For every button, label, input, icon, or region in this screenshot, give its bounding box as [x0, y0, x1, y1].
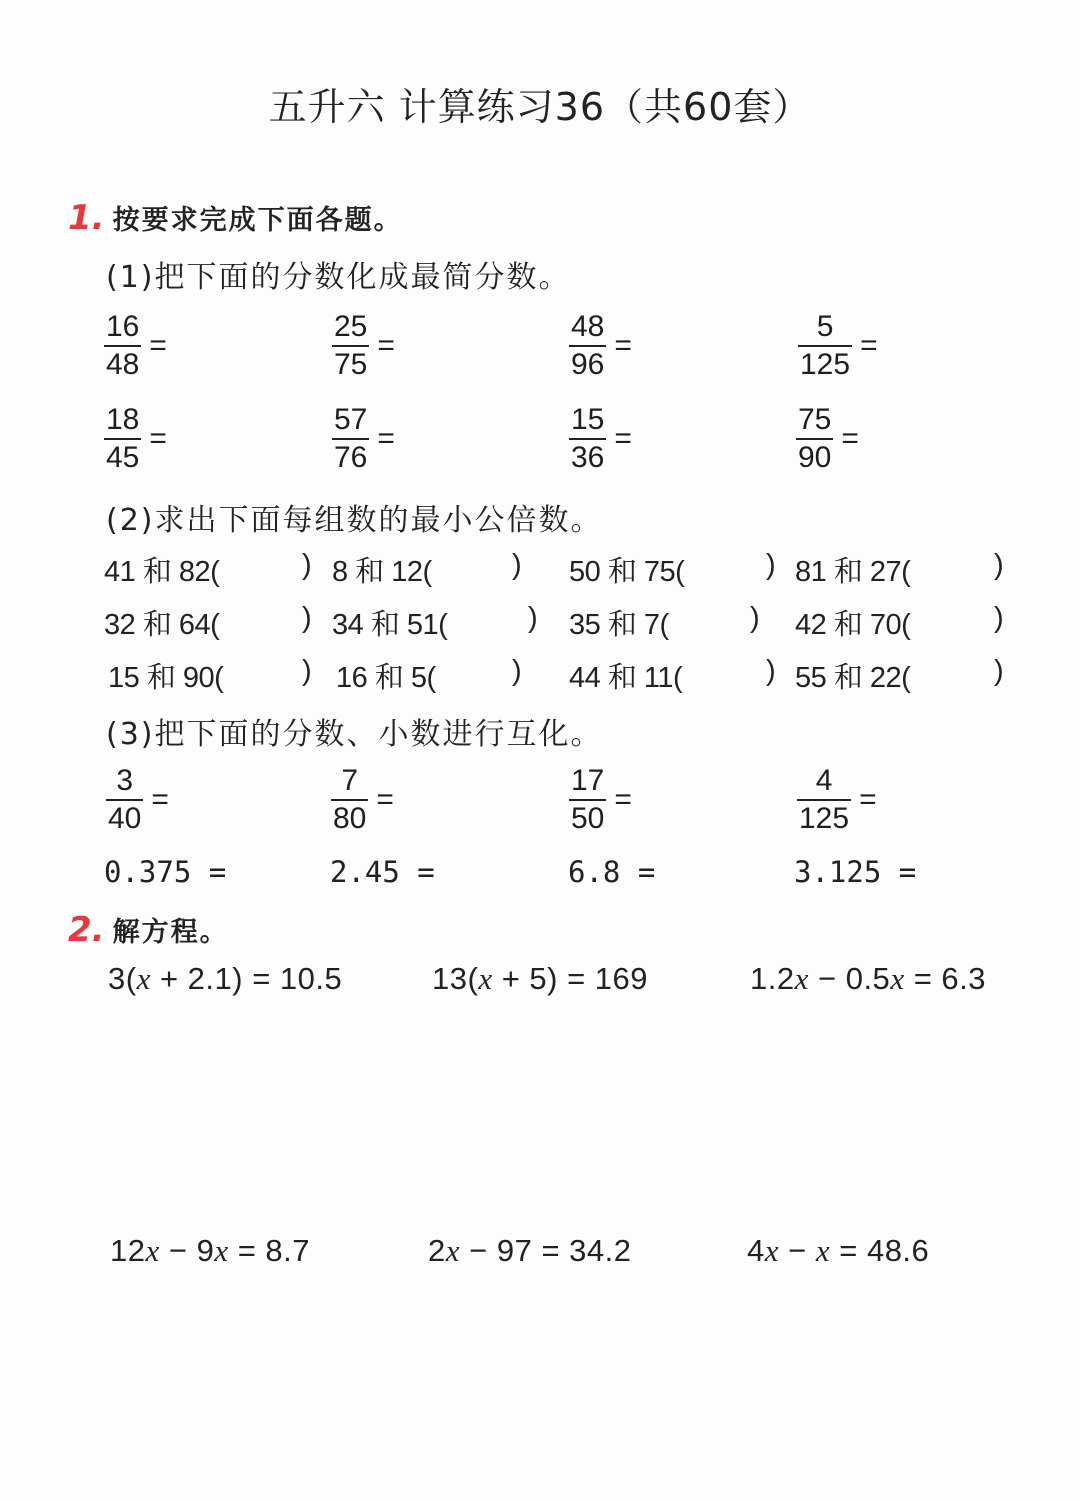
section-2-title: 解方程。 [112, 917, 229, 948]
fraction-bar [569, 345, 606, 347]
lcm-item: 81 和 27( [795, 556, 911, 588]
lcm-item: 55 和 22( [795, 662, 911, 694]
equation-part: − 0.5 [808, 961, 891, 996]
fraction [104, 404, 141, 474]
fraction-item [104, 399, 167, 479]
fraction-item [569, 306, 632, 386]
fraction-bar [332, 438, 369, 440]
fraction-item [104, 306, 167, 386]
equation-part: + 5) = 169 [492, 961, 649, 996]
fraction-bar [569, 799, 606, 801]
denominator: 96 [571, 348, 605, 381]
equals-sign: = [377, 422, 395, 455]
answer-close-paren: ) [302, 655, 312, 687]
numerator: 5 [816, 310, 834, 343]
fraction-item [796, 399, 859, 479]
equation-part: 12 [110, 1233, 146, 1268]
lcm-row-2 [0, 602, 1080, 642]
equation-part: = 8.7 [228, 1233, 311, 1268]
denominator: 80 [333, 802, 367, 835]
denominator: 48 [106, 348, 140, 381]
variable: x [478, 961, 493, 996]
numerator: 48 [571, 310, 605, 343]
lcm-item: 8 和 12( [332, 556, 432, 588]
lcm-item: 16 和 5( [336, 662, 436, 694]
fraction [569, 311, 606, 381]
equation-part: − 97 = 34.2 [460, 1233, 632, 1268]
variable: x [815, 1233, 831, 1268]
variable: x [890, 961, 905, 996]
section-1-header [68, 198, 403, 238]
decimal-item: 0.375 = [104, 855, 227, 889]
decimal-item: 6.8 = [568, 855, 656, 889]
numerator: 3 [116, 764, 134, 797]
equation-part: + 2.1) = 10.5 [150, 961, 343, 996]
fraction-item [569, 399, 632, 479]
numerator: 16 [106, 310, 140, 343]
fraction [797, 765, 851, 835]
fraction-bar [569, 438, 606, 440]
equation [747, 1233, 929, 1269]
fraction-item [332, 399, 395, 479]
numerator: 7 [341, 764, 359, 797]
equation-part: 13( [432, 961, 479, 996]
numerator: 17 [571, 764, 605, 797]
numerator: 4 [815, 764, 833, 797]
equals-sign: = [149, 422, 167, 455]
fraction [569, 404, 606, 474]
part-1-heading: (1)把下面的分数化成最简分数。 [106, 260, 571, 295]
decimal-item: 3.125 = [794, 855, 917, 889]
fraction [331, 765, 368, 835]
fraction-item [332, 306, 395, 386]
lcm-item: 50 和 75( [569, 556, 685, 588]
variable: x [794, 961, 809, 996]
denominator: 75 [334, 348, 368, 381]
fraction-item [331, 760, 394, 840]
fraction [569, 765, 606, 835]
decimal-item: 2.45 = [330, 855, 435, 889]
equation-part: 4 [747, 1233, 765, 1268]
equals-sign: = [149, 329, 167, 362]
page-title: 五升六 计算练习36（共60套） [268, 85, 812, 129]
fraction-item [798, 306, 878, 386]
section-2-number: 2. [68, 910, 105, 950]
fraction-bar [798, 345, 852, 347]
denominator: 76 [334, 441, 368, 474]
equation-row-2 [0, 1233, 1080, 1277]
equation-part: 1.2 [750, 961, 795, 996]
denominator: 125 [800, 348, 851, 381]
fraction-bar [106, 799, 143, 801]
equation-part: − [779, 1233, 816, 1268]
fraction [332, 311, 369, 381]
denominator: 45 [106, 441, 140, 474]
numerator: 25 [334, 310, 368, 343]
fraction-bar [104, 438, 141, 440]
equals-sign: = [151, 783, 169, 816]
equals-sign: = [859, 783, 877, 816]
lcm-item: 42 和 70( [795, 609, 911, 641]
answer-close-paren: ) [994, 655, 1004, 687]
fraction [104, 311, 141, 381]
equation-part: 3( [108, 961, 137, 996]
lcm-item: 15 和 90( [108, 662, 224, 694]
fraction-item [569, 760, 632, 840]
answer-close-paren: ) [994, 549, 1004, 581]
lcm-item: 41 和 82( [104, 556, 220, 588]
equation-part: − 9 [159, 1233, 215, 1268]
part-3-heading: (3)把下面的分数、小数进行互化。 [106, 717, 603, 752]
equation-part: 2 [428, 1233, 446, 1268]
equals-sign: = [860, 329, 878, 362]
fraction-row-2 [0, 399, 1080, 479]
answer-close-paren: ) [750, 602, 760, 634]
variable: x [764, 1233, 780, 1268]
denominator: 90 [798, 441, 832, 474]
equation [428, 1233, 632, 1269]
fraction [796, 404, 833, 474]
fraction-bar [332, 345, 369, 347]
equals-sign: = [377, 329, 395, 362]
part-2-heading: (2)求出下面每组数的最小公倍数。 [106, 503, 603, 538]
denominator: 50 [571, 802, 605, 835]
denominator: 125 [799, 802, 850, 835]
section-1-number: 1. [68, 198, 105, 238]
lcm-item: 32 和 64( [104, 609, 220, 641]
answer-close-paren: ) [512, 655, 522, 687]
fraction [798, 311, 852, 381]
numerator: 57 [334, 403, 368, 436]
equation-part: = 6.3 [904, 961, 987, 996]
answer-close-paren: ) [302, 549, 312, 581]
numerator: 15 [571, 403, 605, 436]
lcm-row-3 [0, 655, 1080, 695]
fraction [332, 404, 369, 474]
equals-sign: = [376, 783, 394, 816]
lcm-item: 44 和 11( [569, 662, 683, 694]
equals-sign: = [614, 422, 632, 455]
conversion-fraction-row [0, 760, 1080, 840]
equation-row-1 [0, 961, 1080, 1005]
numerator: 18 [106, 403, 140, 436]
variable: x [214, 1233, 229, 1268]
fraction-item [106, 760, 169, 840]
lcm-item: 35 和 7( [569, 609, 669, 641]
equation [750, 961, 986, 997]
answer-close-paren: ) [994, 602, 1004, 634]
fraction [106, 765, 143, 835]
fraction-row-1 [0, 306, 1080, 386]
answer-close-paren: ) [302, 602, 312, 634]
denominator: 36 [571, 441, 605, 474]
fraction-bar [104, 345, 141, 347]
conversion-decimal-row [0, 855, 1080, 895]
lcm-item: 34 和 51( [332, 609, 448, 641]
numerator: 75 [798, 403, 832, 436]
fraction-bar [797, 799, 851, 801]
equation [110, 1233, 310, 1269]
variable: x [145, 1233, 160, 1268]
equals-sign: = [614, 783, 632, 816]
answer-close-paren: ) [766, 655, 776, 687]
equation [108, 961, 342, 997]
answer-close-paren: ) [528, 602, 538, 634]
equation [432, 961, 648, 997]
fraction-bar [331, 799, 368, 801]
section-1-title: 按要求完成下面各题。 [112, 205, 403, 236]
denominator: 40 [108, 802, 142, 835]
lcm-row-1 [0, 549, 1080, 589]
section-2-header [68, 910, 229, 950]
equals-sign: = [614, 329, 632, 362]
answer-close-paren: ) [766, 549, 776, 581]
fraction-bar [796, 438, 833, 440]
variable: x [136, 961, 151, 996]
fraction-item [797, 760, 877, 840]
answer-close-paren: ) [512, 549, 522, 581]
variable: x [445, 1233, 461, 1268]
equals-sign: = [841, 422, 859, 455]
equation-part: = 48.6 [830, 1233, 930, 1268]
